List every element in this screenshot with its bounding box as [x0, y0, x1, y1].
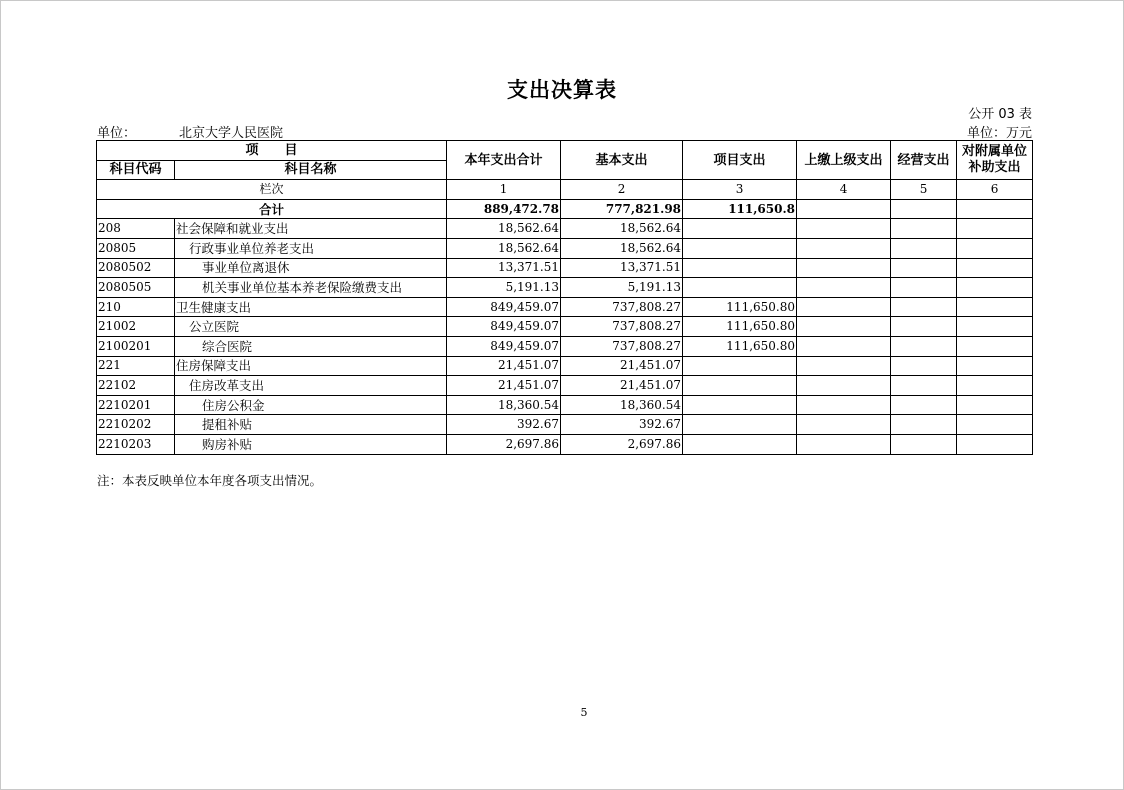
row-basic: 21,451.07	[561, 356, 683, 376]
row-upper	[797, 395, 891, 415]
row-subsidy	[957, 258, 1033, 278]
row-subsidy	[957, 278, 1033, 298]
row-name: 住房公积金	[175, 395, 447, 415]
row-total: 13,371.51	[447, 258, 561, 278]
row-upper	[797, 297, 891, 317]
unit-name: 北京大学人民医院	[179, 126, 284, 141]
row-name: 公立医院	[175, 317, 447, 337]
line-number: 3	[683, 180, 797, 200]
row-upper	[797, 434, 891, 454]
row-basic: 2,697.86	[561, 434, 683, 454]
row-upper	[797, 415, 891, 435]
row-project	[683, 434, 797, 454]
header-subsidy	[957, 141, 1033, 180]
row-name: 社会保障和就业支出	[175, 219, 447, 239]
row-business	[891, 258, 957, 278]
row-upper	[797, 317, 891, 337]
row-basic: 18,360.54	[561, 395, 683, 415]
table-row	[97, 317, 1033, 337]
row-project	[683, 238, 797, 258]
unit-currency: 单位：万元	[966, 126, 1032, 141]
row-basic: 13,371.51	[561, 258, 683, 278]
row-code: 208	[97, 219, 175, 239]
row-project	[683, 395, 797, 415]
row-code: 2210203	[97, 434, 175, 454]
row-subsidy	[957, 376, 1033, 396]
line-number-row	[97, 180, 1033, 200]
total-row	[97, 199, 1033, 219]
row-code: 2210202	[97, 415, 175, 435]
row-project: 111,650.80	[683, 317, 797, 337]
row-project: 111,650.80	[683, 336, 797, 356]
row-name: 购房补贴	[175, 434, 447, 454]
table-row	[97, 278, 1033, 298]
row-subsidy	[957, 434, 1033, 454]
row-name: 提租补贴	[175, 415, 447, 435]
header-total: 本年支出合计	[447, 141, 561, 180]
row-subsidy	[957, 238, 1033, 258]
row-business	[891, 297, 957, 317]
line-number: 5	[891, 180, 957, 200]
row-subsidy	[957, 395, 1033, 415]
row-total: 21,451.07	[447, 356, 561, 376]
total-label: 合计	[97, 199, 447, 219]
row-project	[683, 258, 797, 278]
unit-label: 单位：	[97, 126, 137, 141]
row-name: 事业单位离退休	[175, 258, 447, 278]
total-subsidy	[957, 199, 1033, 219]
row-basic: 18,562.64	[561, 219, 683, 239]
row-upper	[797, 219, 891, 239]
row-upper	[797, 356, 891, 376]
row-subsidy	[957, 317, 1033, 337]
table-row	[97, 415, 1033, 435]
row-subsidy	[957, 356, 1033, 376]
row-business	[891, 395, 957, 415]
total-project: 111,650.8	[683, 199, 797, 219]
row-total: 2,697.86	[447, 434, 561, 454]
row-basic: 18,562.64	[561, 238, 683, 258]
row-code: 22102	[97, 376, 175, 396]
line-number: 4	[797, 180, 891, 200]
row-project	[683, 356, 797, 376]
header-project: 项目支出	[683, 141, 797, 180]
total-business	[891, 199, 957, 219]
row-name: 住房保障支出	[175, 356, 447, 376]
unit-row	[97, 122, 1032, 140]
line-number: 6	[957, 180, 1033, 200]
row-business	[891, 434, 957, 454]
row-code: 2080502	[97, 258, 175, 278]
row-total: 18,562.64	[447, 238, 561, 258]
row-total: 21,451.07	[447, 376, 561, 396]
row-code: 20805	[97, 238, 175, 258]
header-code: 科目代码	[97, 160, 175, 180]
row-subsidy	[957, 415, 1033, 435]
expenditure-table	[96, 140, 1033, 455]
line-number: 2	[561, 180, 683, 200]
line-number: 1	[447, 180, 561, 200]
row-total: 849,459.07	[447, 317, 561, 337]
row-name: 卫生健康支出	[175, 297, 447, 317]
row-code: 210	[97, 297, 175, 317]
total-upper	[797, 199, 891, 219]
row-total: 18,360.54	[447, 395, 561, 415]
row-code: 21002	[97, 317, 175, 337]
row-subsidy	[957, 336, 1033, 356]
table-row	[97, 336, 1033, 356]
header-subsidy-label: 对附属单位补助支出	[962, 144, 1028, 176]
row-name: 行政事业单位养老支出	[175, 238, 447, 258]
row-project	[683, 278, 797, 298]
row-business	[891, 238, 957, 258]
row-basic: 392.67	[561, 415, 683, 435]
row-name: 机关事业单位基本养老保险缴费支出	[175, 278, 447, 298]
table-row	[97, 238, 1033, 258]
total-basic: 777,821.98	[561, 199, 683, 219]
row-upper	[797, 278, 891, 298]
row-upper	[797, 336, 891, 356]
row-name: 综合医院	[175, 336, 447, 356]
row-upper	[797, 376, 891, 396]
row-project	[683, 376, 797, 396]
row-business	[891, 317, 957, 337]
header-item: 项 目	[97, 141, 447, 161]
row-project: 111,650.80	[683, 297, 797, 317]
row-basic: 21,451.07	[561, 376, 683, 396]
row-basic: 737,808.27	[561, 317, 683, 337]
line-label: 栏次	[97, 180, 447, 200]
page-number: 5	[580, 706, 588, 719]
row-business	[891, 415, 957, 435]
row-subsidy	[957, 297, 1033, 317]
page-title: 支出决算表	[507, 78, 617, 102]
row-upper	[797, 238, 891, 258]
row-total: 18,562.64	[447, 219, 561, 239]
table-row	[97, 219, 1033, 239]
header-upper: 上缴上级支出	[797, 141, 891, 180]
row-subsidy	[957, 219, 1033, 239]
row-business	[891, 356, 957, 376]
row-business	[891, 278, 957, 298]
row-project	[683, 415, 797, 435]
row-basic: 5,191.13	[561, 278, 683, 298]
row-business	[891, 336, 957, 356]
row-total: 849,459.07	[447, 297, 561, 317]
row-code: 2080505	[97, 278, 175, 298]
table-row	[97, 434, 1033, 454]
form-code: 公开 03 表	[968, 107, 1032, 122]
row-total: 392.67	[447, 415, 561, 435]
row-code: 221	[97, 356, 175, 376]
header-business: 经营支出	[891, 141, 957, 180]
table-row	[97, 297, 1033, 317]
row-business	[891, 219, 957, 239]
total-amount: 889,472.78	[447, 199, 561, 219]
table-row	[97, 258, 1033, 278]
table-note: 注：本表反映单位本年度各项支出情况。	[97, 473, 323, 488]
header-basic: 基本支出	[561, 141, 683, 180]
row-name: 住房改革支出	[175, 376, 447, 396]
row-code: 2100201	[97, 336, 175, 356]
header-name: 科目名称	[175, 160, 447, 180]
row-upper	[797, 258, 891, 278]
row-business	[891, 376, 957, 396]
row-total: 849,459.07	[447, 336, 561, 356]
table-row	[97, 376, 1033, 396]
row-basic: 737,808.27	[561, 297, 683, 317]
row-basic: 737,808.27	[561, 336, 683, 356]
table-row	[97, 395, 1033, 415]
row-total: 5,191.13	[447, 278, 561, 298]
row-code: 2210201	[97, 395, 175, 415]
row-project	[683, 219, 797, 239]
table-row	[97, 356, 1033, 376]
